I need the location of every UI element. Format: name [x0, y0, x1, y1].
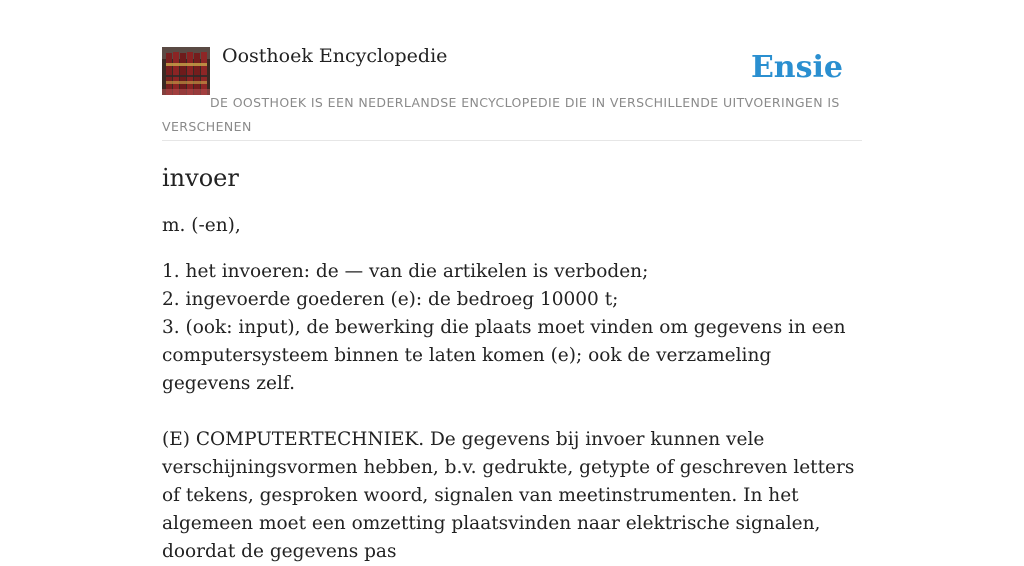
ensie-logo-link[interactable]: Ensie	[750, 50, 843, 85]
definition-item: 2. ingevoerde goederen (e): de bedroeg 10000 t;	[162, 289, 619, 310]
entry-grammar: m. (-en),	[162, 215, 241, 236]
source-description: DE OOSTHOEK IS EEN NEDERLANDSE ENCYCLOPEDIE DIE IN VERSCHILLENDE UITVOERINGEN IS VERSCHENEN	[162, 95, 840, 134]
entry-explanation: (E) COMPUTERTECHNIEK. De gegevens bij invoer kunnen vele verschijningsvormen hebben, b.v. gedrukte, getypte of geschreven letters of tekens, gesproken woord, signalen van meetinstrumenten. In het algemeen moet een omzetting plaatsvinden naar elektrische signalen, doordat de gegevens pas	[162, 429, 855, 562]
source-avatar[interactable]	[162, 47, 210, 95]
encyclopedia-books-icon	[162, 47, 210, 95]
definition-item: 3. (ook: input), de bewerking die plaats moet vinden om gegevens in een computersysteem binnen te laten komen (e); ook de verzameling gegevens zelf.	[162, 317, 846, 394]
source-header	[162, 40, 862, 141]
definition-list	[162, 258, 862, 398]
definition-item: 1. het invoeren: de — van die artikelen is verboden;	[162, 261, 649, 282]
entry-headword: invoer	[162, 164, 239, 192]
source-title[interactable]: Oosthoek Encyclopedie	[222, 45, 448, 67]
entry-content	[162, 160, 862, 566]
